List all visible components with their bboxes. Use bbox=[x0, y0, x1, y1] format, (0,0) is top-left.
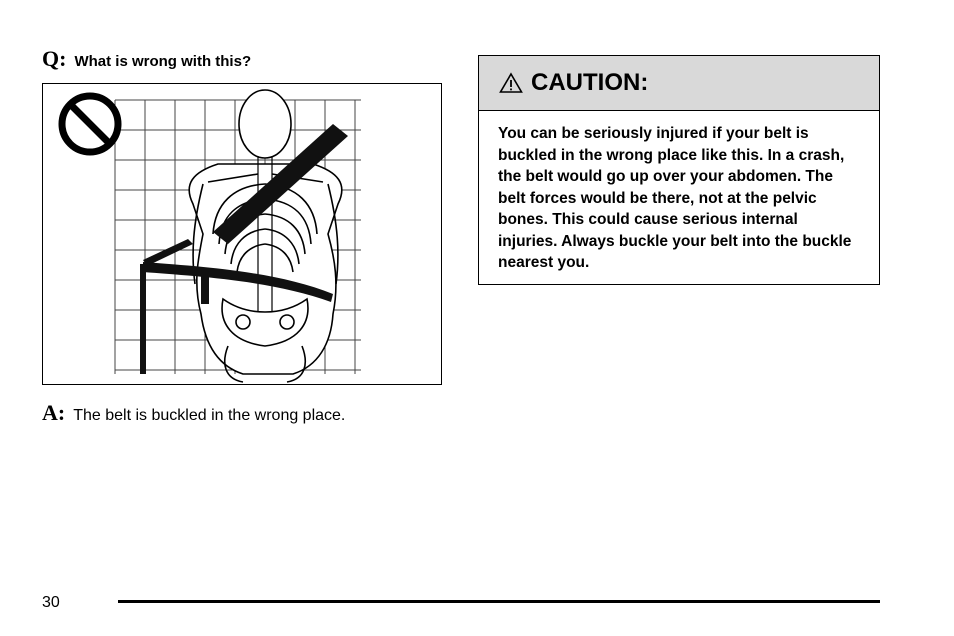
caution-box bbox=[478, 55, 880, 285]
warning-triangle-icon bbox=[499, 72, 523, 94]
caution-body: You can be seriously injured if your belt is buckled in the wrong place like this. In a crash, the belt would go up over your abdomen. The belt forces would be there, not at the pelvic bones. This could cause serious internal injuries. Always buckle your belt into the buckle nearest you. bbox=[498, 125, 852, 271]
footer-rule bbox=[118, 600, 880, 603]
answer-marker: A: bbox=[42, 400, 66, 425]
question bbox=[42, 46, 251, 72]
answer-text: The belt is buckled in the wrong place. bbox=[73, 407, 346, 424]
caution-header bbox=[479, 56, 879, 111]
question-marker: Q: bbox=[42, 46, 67, 71]
caution-title: CAUTION: bbox=[531, 69, 649, 96]
answer bbox=[42, 400, 345, 426]
seatbelt-illustration bbox=[42, 83, 442, 385]
page-number: 30 bbox=[42, 594, 60, 611]
skeleton-figure bbox=[189, 90, 342, 382]
question-text: What is wrong with this? bbox=[74, 53, 252, 70]
prohibition-icon bbox=[62, 96, 118, 152]
